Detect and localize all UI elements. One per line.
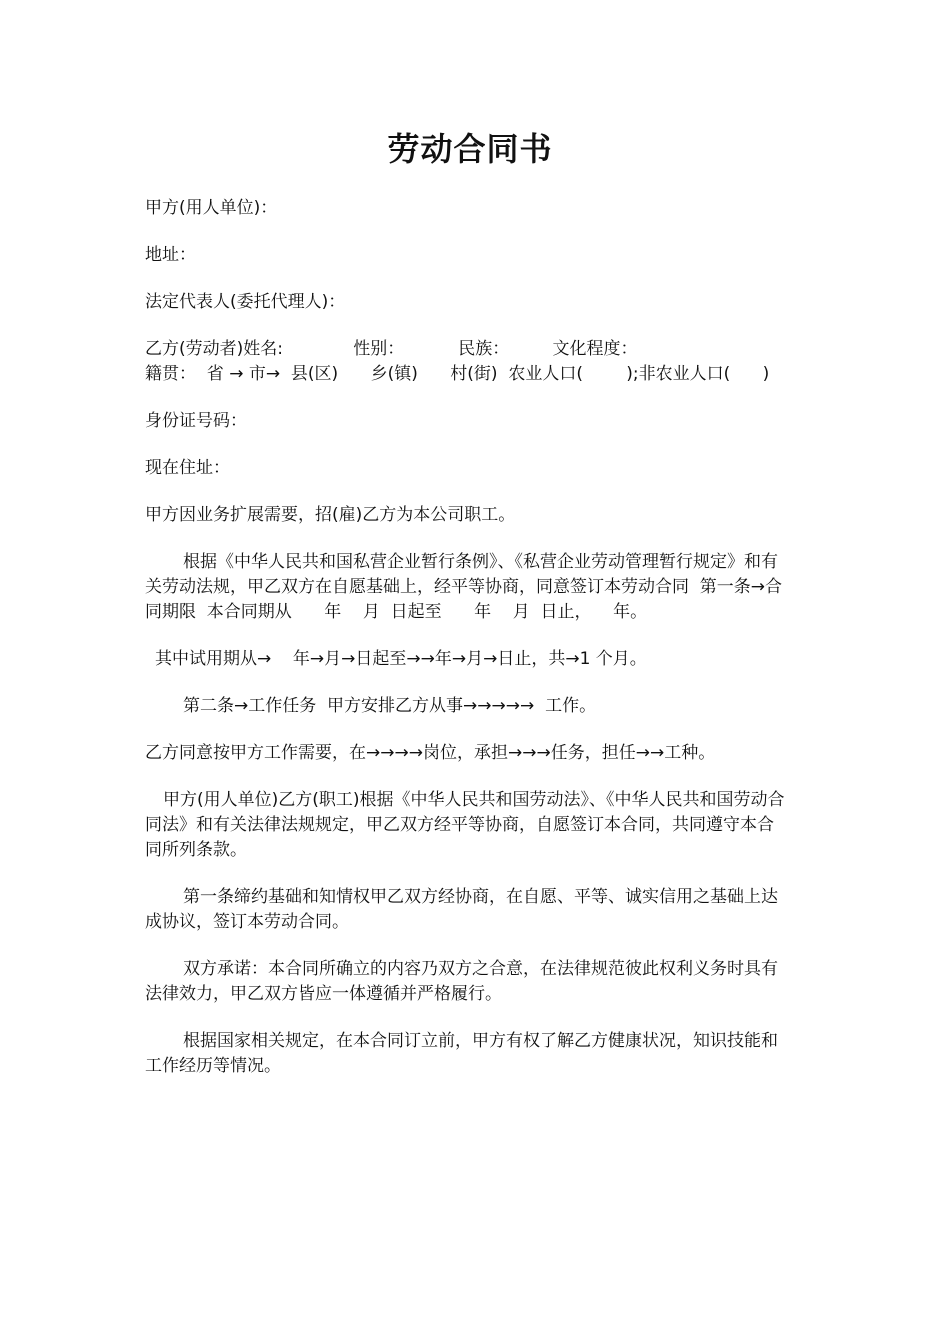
document-body <box>145 196 785 1101</box>
legal-representative-line: 法定代表人(委托代理人)： <box>145 292 346 312</box>
native-place-line: 籍贯： 省 → 市→ 县(区) 乡(镇) 村(街) 农业人口( );非农业人口( ) <box>145 364 770 384</box>
mutual-commitment-paragraph: 双方承诺：本合同所确立的内容乃双方之合意，在法律规范彼此权利义务时具有法律效力，甲乙双方皆应一体遵循并严格履行。 <box>145 959 778 1004</box>
document-title: 劳动合同书 <box>387 130 553 168</box>
contract-basis-paragraph: 第一条缔约基础和知情权甲乙双方经协商，在自愿、平等、诚实信用之基础上达成协议，签订本劳动合同。 <box>145 887 778 932</box>
work-task-paragraph: 第二条→工作任务 甲方安排乙方从事→→→→→ 工作。 <box>183 696 597 716</box>
current-address-line: 现在住址： <box>145 458 230 478</box>
address-line: 地址： <box>145 245 196 265</box>
position-paragraph: 乙方同意按甲方工作需要，在→→→→岗位，承担→→→任务，担任→→工种。 <box>145 743 716 763</box>
id-number-line: 身份证号码： <box>145 411 247 431</box>
right-to-know-paragraph: 根据国家相关规定，在本合同订立前，甲方有权了解乙方健康状况，知识技能和工作经历等情况。 <box>145 1031 778 1076</box>
legal-basis-paragraph: 甲方(用人单位)乙方(职工)根据《中华人民共和国劳动法》、《中华人民共和国劳动合同法》和有关法律法规规定，甲乙双方经平等协商，自愿签订本合同，共同遵守本合同所列条款。 <box>145 790 785 860</box>
party-b-name-line: 乙方(劳动者)姓名: 性别： 民族： 文化程度： <box>145 339 638 359</box>
party-a-employer-line: 甲方(用人单位)： <box>145 198 278 218</box>
hiring-reason-paragraph: 甲方因业务扩展需要，招(雇)乙方为本公司职工。 <box>145 505 516 525</box>
contract-term-paragraph: 根据《中华人民共和国私营企业暂行条例》、《私营企业劳动管理暂行规定》和有关劳动法规，甲乙双方在自愿基础上，经平等协商，同意签订本劳动合同 第一条→合同期限 本合同期从 年 月 日起至 年 月 日止， 年。 <box>145 552 783 622</box>
probation-period-paragraph: 其中试用期从→ 年→月→日起至→→年→月→日止，共→1 个月。 <box>155 649 647 669</box>
